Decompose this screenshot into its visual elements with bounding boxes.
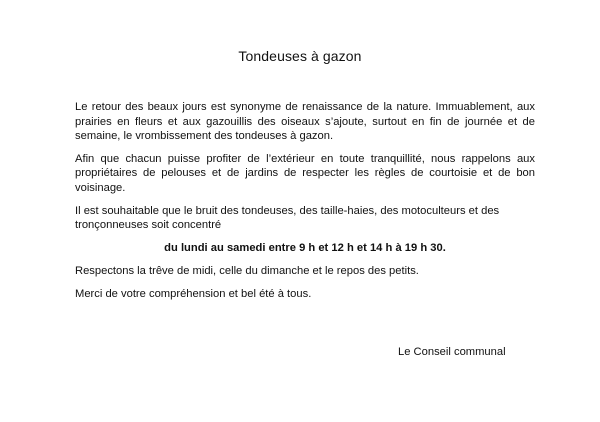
paragraph-courtesy: Afin que chacun puisse profiter de l’extérieur en toute tranquillité, nous rappelons aux propriétaires de pelouses et de jardins de respecter les règles de courtoisie et de bon voisinage. [75,152,535,194]
schedule-hours: du lundi au samedi entre 9 h et 12 h et 14 h à 19 h 30. [164,241,446,254]
paragraph-noise: Il est souhaitable que le bruit des tondeuses, des taille-haies, des motoculteurs et des tronçonneuses soit concentré [75,204,500,232]
document-title: Tondeuses à gazon [238,48,362,64]
document-body [75,100,535,310]
paragraph-thanks: Merci de votre compréhension et bel été à tous. [75,287,312,300]
signature: Le Conseil communal [398,346,506,358]
paragraph-intro: Le retour des beaux jours est synonyme de renaissance de la nature. Immuablement, aux prairies en fleurs et aux gazouillis des oiseaux s’ajoute, surtout en fin de journée et de semaine, le vrombissement des tondeuses à gazon. [75,101,535,143]
paragraph-rest: Respectons la trêve de midi, celle du dimanche et le repos des petits. [75,265,419,278]
